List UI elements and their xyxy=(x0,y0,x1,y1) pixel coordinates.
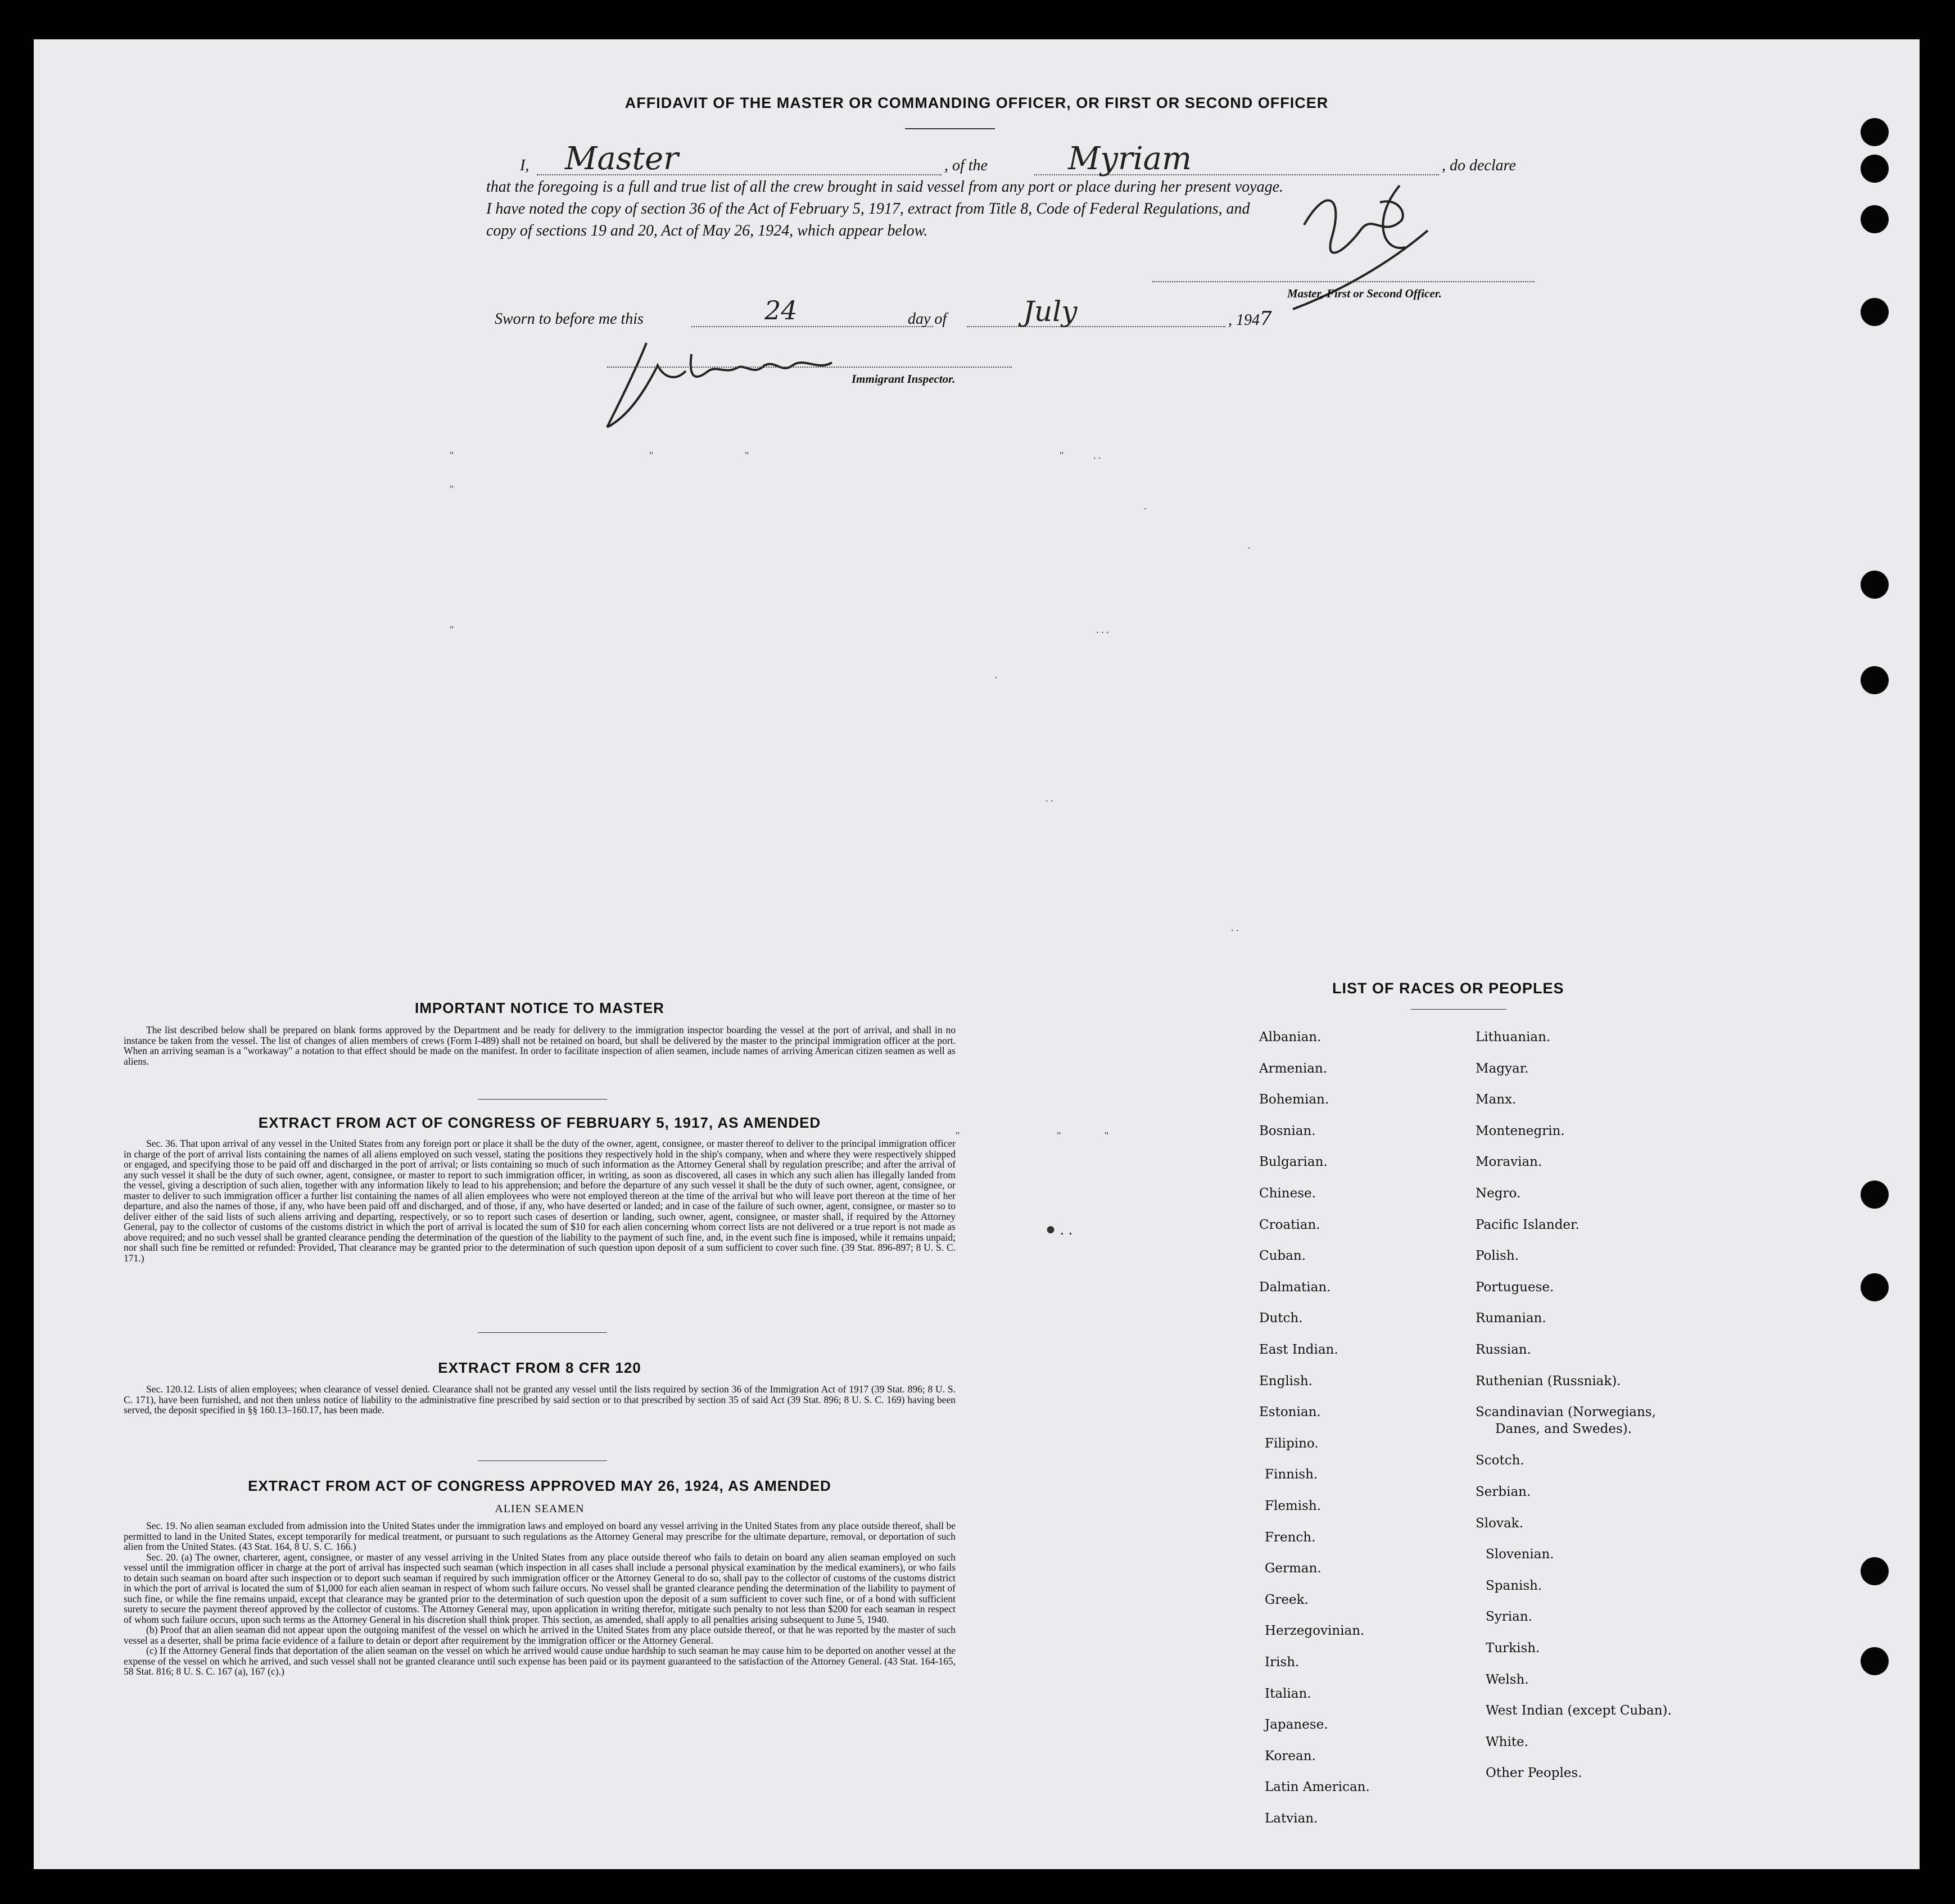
officer-handwritten: Master xyxy=(565,141,678,177)
ditto-mark: " xyxy=(649,450,654,461)
race-item: West Indian (except Cuban). xyxy=(1486,1703,1672,1718)
ditto-mark: . . . xyxy=(1096,624,1109,635)
race-item: Cuban. xyxy=(1259,1249,1306,1264)
binder-hole xyxy=(1861,1647,1889,1675)
of-the-label: , of the xyxy=(944,157,988,174)
race-item: Bohemian. xyxy=(1259,1092,1329,1107)
sworn-day-line xyxy=(691,326,933,327)
ditto-mark: " xyxy=(450,450,454,461)
notice-text xyxy=(124,1025,956,1066)
race-item: Flemish. xyxy=(1265,1499,1322,1513)
extract1924-sec20c: (c) If the Attorney General finds that deportation of the alien seaman on the vessel on which he arrived would cause undue hardship to such seaman he may cause him to be deported on another vessel at the expense of the vessel on which he arrived, and such vessel shall not be granted clearance until such expense has been paid or its payment guaranteed to the satisfaction of the Attorney General. (43 Stat. 164-165, 58 Stat. 816; 8 U. S. C. 167 (a), 167 (c).) xyxy=(124,1645,956,1677)
declaration-line2: that the foregoing is a full and true list of all the crew brought in said vessel from any port or place during her present voyage. xyxy=(486,178,1284,196)
binder-hole xyxy=(1861,666,1889,694)
race-item: Dutch. xyxy=(1259,1311,1303,1326)
race-item: Latin American. xyxy=(1265,1780,1370,1795)
ditto-mark: " xyxy=(1105,1130,1109,1141)
extract1917-heading: EXTRACT FROM ACT OF CONGRESS OF FEBRUARY 5, 1917, AS AMENDED xyxy=(258,1114,821,1131)
race-item: Korean. xyxy=(1265,1748,1316,1763)
ditto-mark: " xyxy=(1057,1130,1061,1141)
race-item: White. xyxy=(1486,1734,1528,1749)
race-item: Negro. xyxy=(1476,1186,1521,1201)
race-item: Russian. xyxy=(1476,1342,1531,1357)
race-item: Japanese. xyxy=(1265,1717,1328,1733)
cfr-paragraph: Sec. 120.12. Lists of alien employees; when clearance of vessel denied. Clearance shall not be granted any vessel until the lists required by section 36 of the Immigration Act of 1917 (39 Stat. 896; 8 U. S. C. 171), have been furnished, and not then unless notice of liability to the administrative fine prescribed by said section or to that prescribed by section 35 of said Act (39 Stat. 896; 8 U. S. C. 169) having been served, the deposit specified in §§ 160.13–160.17, has been made. xyxy=(124,1383,956,1415)
race-item: Other Peoples. xyxy=(1486,1766,1582,1781)
race-item: Dalmatian. xyxy=(1259,1279,1331,1295)
affidavit-title: AFFIDAVIT OF THE MASTER OR COMMANDING OFFICER, OR FIRST OR SECOND OFFICER xyxy=(624,94,1329,111)
race-item: Danes, and Swedes). xyxy=(1495,1422,1632,1437)
extract1917-rule xyxy=(478,1332,607,1333)
extract1917-paragraph: Sec. 36. That upon arrival of any vessel in the United States from any foreign port or place it shall be the duty of the owner, agent, consignee, or master thereof to deliver to the principal immigration officer in charge of the port of arrival lists containing the names of all aliens employed on such vessel, stating the positions they respectively hold in the ship's company, when and where they were respectively shipped or engaged, and specifying those to be paid off and discharged in the port of arrival; or lists containing so much of such information as the Attorney General shall by regulation prescribe; and after the arrival of any such vessel it shall be the duty of such owner, agent, consignee, or master to report to such immigration officer, in writing, as soon as discovered, all cases in which any such alien has illegally landed from the vessel, giving a description of such alien, together with any information likely to lead to his apprehension; and before the departure of any such vessel it shall be the duty of such owner, agent, consignee, or master to deliver to such immigration officer a further list containing the names of all alien employees who were not employed thereon at the time of the arrival but who will leave port thereon at the time of her departure, and also the names of those, if any, who have been paid off and discharged, and of those, if any, who have deserted or landed; and in case of the failure of such owner, agent, consignee, or master so to deliver either of the said lists of such aliens arriving and departing, respectively, or so to report such cases of desertion or landing, such owner, agent, consignee, or master shall, if required by the Attorney General, pay to the collector of customs of the customs district in which the port of arrival is located the sum of $10 for each alien concerning whom correct lists are not delivered or a true report is not made as above required; and no such vessel shall be granted clearance pending the determination of the question of the liability to the payment of such fine, and, in the event such fine is imposed, while it remains unpaid; nor shall such fine be remitted or refunded: Provided, That clearance may be granted prior to the determination of such question upon deposit of a sum sufficient to cover such fine. (39 Stat. 896-897; 8 U. S. C. 171.) xyxy=(124,1138,956,1264)
year-prefix xyxy=(1228,308,1272,331)
extract1924-sec20b: (b) Proof that an alien seaman did not appear upon the outgoing manifest of the vessel on which he arrived in the United States from any place outside thereof, or that he was reported by the master of such vessel as a deserter, shall be prima facie evidence of a failure to detain or deport after requirement by the immigration officer or the Attorney General. xyxy=(124,1624,956,1646)
race-item: Greek. xyxy=(1265,1592,1309,1607)
race-item: Slovenian. xyxy=(1486,1547,1554,1562)
ditto-mark: " xyxy=(450,483,454,495)
race-item: Montenegrin. xyxy=(1476,1123,1565,1138)
extract1917-text xyxy=(124,1138,956,1263)
race-item: Bosnian. xyxy=(1259,1123,1316,1138)
race-item: Lithuanian. xyxy=(1476,1030,1551,1044)
race-item: Bulgarian. xyxy=(1259,1155,1328,1170)
race-item: Italian. xyxy=(1265,1686,1311,1701)
race-item: Herzegovinian. xyxy=(1265,1623,1365,1639)
binder-hole xyxy=(1861,118,1889,146)
race-item: Moravian. xyxy=(1476,1155,1542,1170)
notice-paragraph: The list described below shall be prepared on blank forms approved by the Department and be ready for delivery to the immigration inspector boarding the vessel at the port of arrival, and shall in no instance be taken from the vessel. The list of changes of alien members of crews (Form I-489) shall not be retained on board, but shall be delivered by the master to the principal immigration officer at the port. When an arriving seaman is a "workaway" a notation to that effect should be made on the manifest. In order to facilitate inspection of alien seamen, include names of arriving American citizen seamen as well as aliens. xyxy=(124,1024,956,1067)
signature-line xyxy=(1152,281,1535,282)
races-heading: LIST OF RACES OR PEOPLES xyxy=(1332,980,1564,997)
extract1924-sec19: Sec. 19. No alien seaman excluded from admission into the United States under the immigration laws and employed on board any vessel arriving in the United States from any place outside thereof, shall be permitted to land in the United States, except temporarily for medical treatment, or pursuant to such regulations as the Attorney General may prescribe for the ultimate departure, removal, or deportation of such alien from the United States. (43 Stat. 164, 8 U. S. C. 166.) xyxy=(124,1520,956,1552)
ditto-mark: . xyxy=(1144,500,1147,512)
race-item: Rumanian. xyxy=(1476,1311,1546,1326)
declaration-prefix: I, xyxy=(520,157,530,174)
race-item: Chinese. xyxy=(1259,1186,1316,1201)
inspector-line xyxy=(607,367,1012,368)
signature-caption: Master, First or Second Officer. xyxy=(1287,287,1442,300)
race-item: Turkish. xyxy=(1486,1641,1540,1656)
day-of-label: day of xyxy=(908,310,947,328)
sworn-month-handwritten: July xyxy=(1023,295,1078,328)
race-item: Syrian. xyxy=(1486,1609,1532,1625)
ditto-mark: " xyxy=(956,1130,960,1141)
sworn-day-handwritten: 24 xyxy=(764,295,798,325)
race-item: Manx. xyxy=(1476,1092,1517,1107)
extract1924-heading: EXTRACT FROM ACT OF CONGRESS APPROVED MAY 26, 1924, AS AMENDED xyxy=(248,1477,831,1494)
inspector-signature xyxy=(596,332,854,444)
binder-hole xyxy=(1861,571,1889,599)
binder-hole xyxy=(1861,205,1889,233)
extract1924-subheading: ALIEN SEAMEN xyxy=(495,1503,585,1515)
ditto-mark: ● . . xyxy=(1046,1220,1073,1238)
race-item: Scandinavian (Norwegians, xyxy=(1476,1405,1656,1420)
binder-hole xyxy=(1861,1181,1889,1209)
race-item: East Indian. xyxy=(1259,1342,1338,1357)
race-item: French. xyxy=(1265,1530,1316,1545)
ditto-mark: . . xyxy=(1093,450,1101,461)
race-item: Latvian. xyxy=(1265,1811,1318,1826)
year-prefix-text: , 194 xyxy=(1228,311,1260,329)
race-item: Slovak. xyxy=(1476,1516,1523,1531)
race-item: Albanian. xyxy=(1259,1030,1322,1044)
race-item: Spanish. xyxy=(1486,1578,1542,1593)
extract1924-sec20a: Sec. 20. (a) The owner, charterer, agent, consignee, or master of any vessel arriving in the United States from any place outside thereof who fails to detain on board any alien seaman employed on such vessel until the immigration officer in charge at the port of arrival has inspected such seaman (which inspection in all cases shall include a personal physical examination by the medical examiners), or who fails to detain such seaman on board after such inspection or to deport such seaman if required by such immigration officer or the Attorney General to do so, shall pay to the collector of customs of the customs district in which the port of arrival is located the sum of $1,000 for each alien seaman in respect of whom such failure occurs. No vessel shall be granted clearance pending the determination of the liability to payment of such fine, or while the fine remains unpaid, except that clearance may be granted prior to the determination of such question upon the deposit of a sum sufficient to cover such fine, or of a bond with sufficient surety to secure the payment thereof approved by the collector of customs. The Attorney General may, upon application in writing therefor, mitigate such penalty to not less than $200 for each seaman in respect of whom such failure occurs, upon such terms as the Attorney General in his discretion shall think proper. This section, as amended, shall apply to all penalties arising subsequent to June 5, 1940. xyxy=(124,1551,956,1625)
vessel-handwritten: Myriam xyxy=(1068,141,1192,177)
ditto-mark: " xyxy=(745,450,749,461)
race-item: Ruthenian (Russniak). xyxy=(1476,1373,1621,1389)
binder-hole xyxy=(1861,1273,1889,1301)
ditto-mark: . . xyxy=(1231,922,1239,933)
race-item: Serbian. xyxy=(1476,1485,1531,1499)
race-item: Polish. xyxy=(1476,1249,1519,1264)
race-item: Filipino. xyxy=(1265,1436,1319,1451)
race-item: Armenian. xyxy=(1259,1061,1328,1076)
do-declare-label: , do declare xyxy=(1442,157,1516,174)
ditto-mark: " xyxy=(1060,450,1064,461)
extract1924-text xyxy=(124,1521,956,1677)
ditto-mark: . xyxy=(1248,540,1251,551)
ditto-mark: " xyxy=(450,624,454,635)
race-item: Magyar. xyxy=(1476,1061,1529,1076)
race-item: German. xyxy=(1265,1561,1322,1576)
race-item: Welsh. xyxy=(1486,1672,1529,1687)
sworn-month-line xyxy=(967,326,1225,327)
race-item: English. xyxy=(1259,1373,1313,1389)
binder-hole xyxy=(1861,298,1889,326)
binder-hole xyxy=(1861,1557,1889,1585)
race-item: Portuguese. xyxy=(1476,1279,1554,1295)
race-item: Scotch. xyxy=(1476,1453,1524,1468)
notice-rule xyxy=(478,1099,607,1100)
race-item: Irish. xyxy=(1265,1655,1300,1670)
race-item: Estonian. xyxy=(1259,1405,1321,1420)
document-page xyxy=(34,39,1920,1869)
declaration-line3: I have noted the copy of section 36 of the Act of February 5, 1917, extract from Title 8, Code of Federal Regulations, and xyxy=(486,200,1250,218)
race-item: Pacific Islander. xyxy=(1476,1217,1580,1232)
cfr-heading: EXTRACT FROM 8 CFR 120 xyxy=(438,1359,641,1376)
binder-hole xyxy=(1861,155,1889,183)
ditto-mark: . xyxy=(995,669,998,680)
year-handwritten: 7 xyxy=(1260,307,1272,330)
title-rule xyxy=(905,128,995,129)
race-item: Croatian. xyxy=(1259,1217,1320,1232)
master-signature xyxy=(1259,163,1450,332)
cfr-text xyxy=(124,1384,956,1415)
ditto-mark: . . xyxy=(1046,793,1053,804)
race-item: Finnish. xyxy=(1265,1467,1318,1482)
inspector-caption: Immigrant Inspector. xyxy=(852,372,956,386)
notice-heading: IMPORTANT NOTICE TO MASTER xyxy=(415,1000,664,1016)
races-rule xyxy=(1411,1009,1506,1010)
declaration-line4: copy of sections 19 and 20, Act of May 26, 1924, which appear below. xyxy=(486,222,928,239)
cfr-rule xyxy=(478,1460,607,1461)
sworn-text: Sworn to before me this xyxy=(495,310,644,328)
